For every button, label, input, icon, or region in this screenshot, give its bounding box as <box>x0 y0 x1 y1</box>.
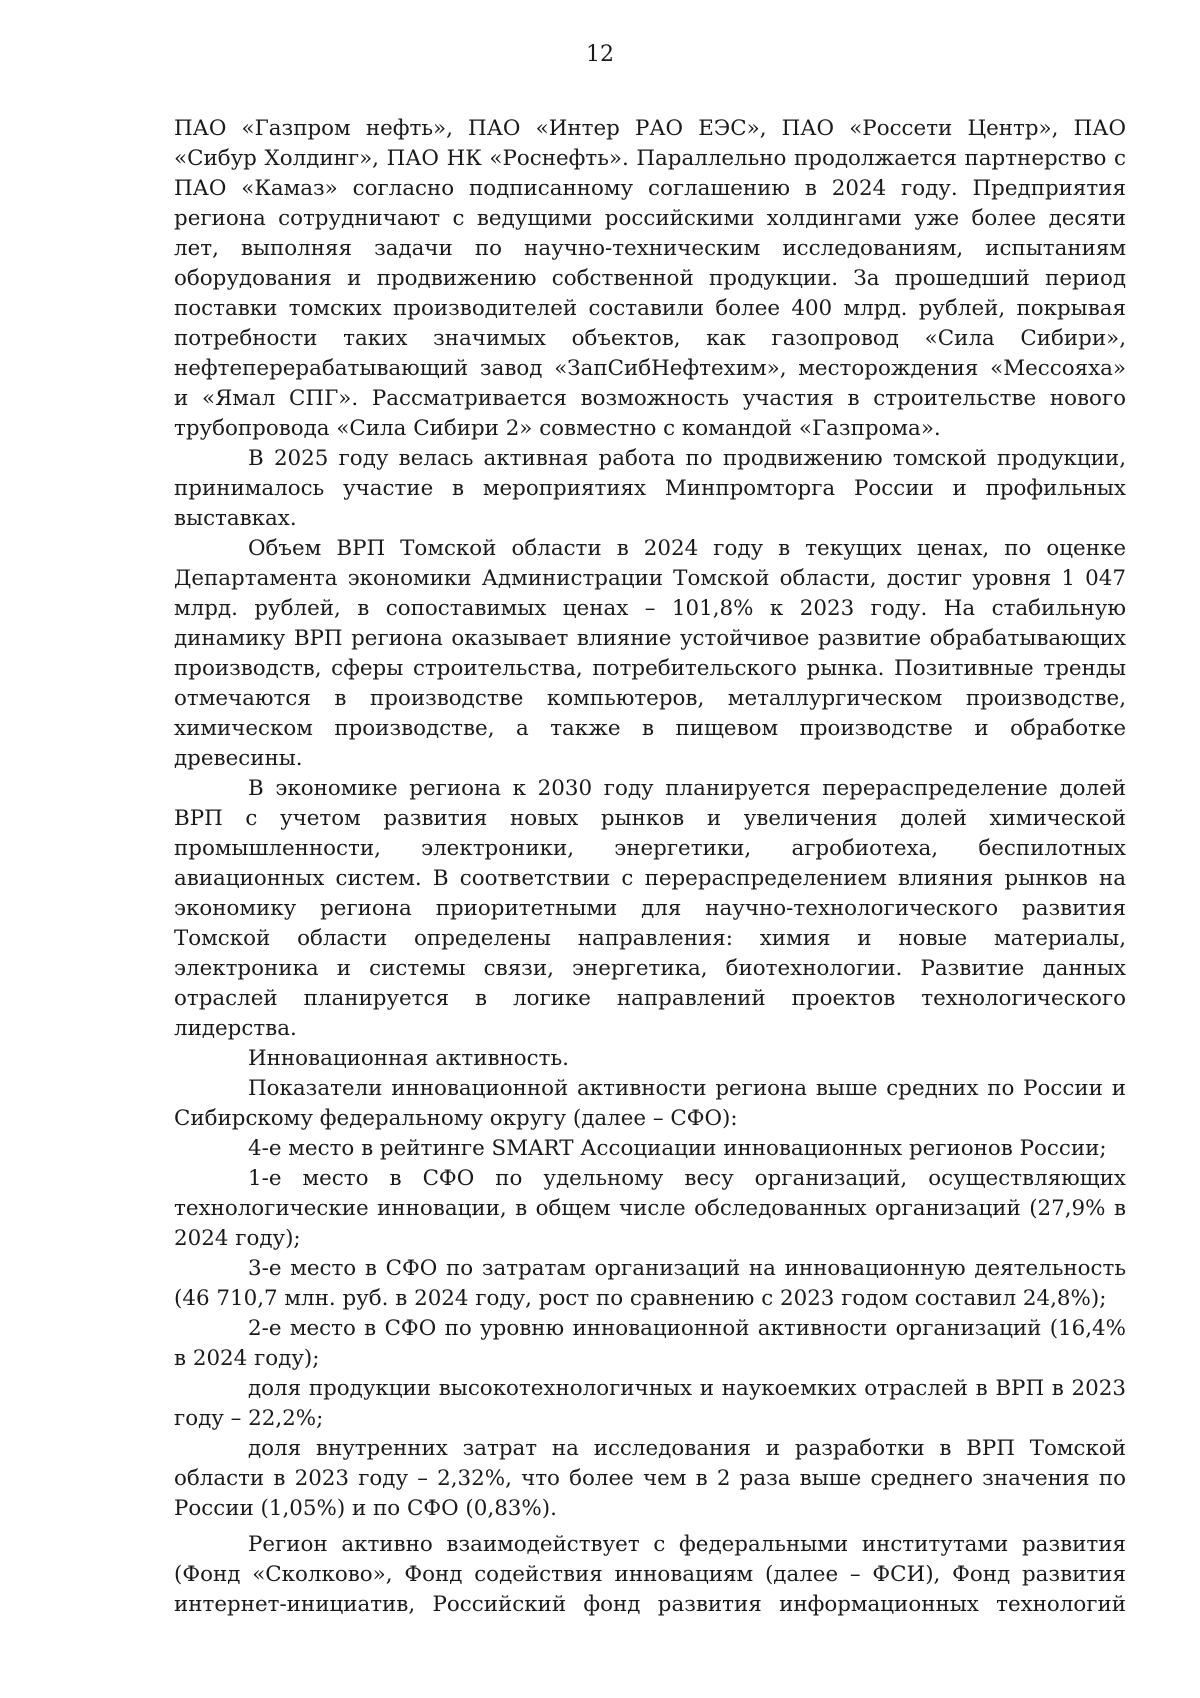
document-body <box>174 114 1126 1620</box>
list-item-smart-rating: 4-е место в рейтинге SMART Ассоциации инновационных регионов России; <box>248 1136 1107 1161</box>
paragraph-promotion-2025: В 2025 году велась активная работа по продвижению томской продукции, принималось участие в мероприятиях Минпромторга России и профильных выставках. <box>174 446 1126 531</box>
paragraph-innovation-indicators: Показатели инновационной активности региона выше средних по России и Сибирскому федеральному округу (далее – СФО): <box>174 1076 1126 1131</box>
list-item-sfo-first-place: 1-е место в СФО по удельному весу организаций, осуществляющих технологические инновации, в общем числе обследованных организаций (27,9% в 2024 году); <box>174 1166 1126 1251</box>
list-item-sfo-third-place: 3-е место в СФО по затратам организаций на инновационную деятельность (46 710,7 млн. руб. в 2024 году, рост по сравнению с 2023 годом составил 24,8%); <box>174 1256 1126 1311</box>
paragraph-innovation-heading: Инновационная активность. <box>248 1046 569 1071</box>
paragraph-development-institutes: Регион активно взаимодействует с федеральными институтами развития (Фонд «Сколково», Фонд содействия инновациям (далее – ФСИ), Фонд развития интернет-инициатив, Российский фонд развития информационных технологий <box>174 1532 1126 1617</box>
list-item-rnd-share: доля внутренних затрат на исследования и разработки в ВРП Томской области в 2023 году – 2,32%, что более чем в 2 раза выше среднего значения по России (1,05%) и по СФО (0,83%). <box>174 1436 1126 1521</box>
page-number: 12 <box>586 42 614 67</box>
list-item-sfo-second-place: 2-е место в СФО по уровню инновационной активности организаций (16,4% в 2024 году); <box>174 1316 1126 1371</box>
paragraph-partners: ПАО «Газпром нефть», ПАО «Интер РАО ЕЭС», ПАО «Россети Центр», ПАО «Сибур Холдинг», ПАО НК «Роснефть». Параллельно продолжается партнерство с ПАО «Камаз» согласно подписанному соглашению в 2024 году. Предприятия региона сотрудничают с ведущими российскими холдингами уже более десяти лет, выполняя задачи по научно-техническим исследованиям, испытаниям оборудования и продвижению собственной продукции. За прошедший период поставки томских производителей составили более 400 млрд. рублей, покрывая потребности таких значимых объектов, как газопровод «Сила Сибири», нефтеперерабатывающий завод «ЗапСибНефтехим», месторождения «Мессояха» и «Ямал СПГ». Рассматривается возможность участия в строительстве нового трубопровода «Сила Сибири 2» совместно с командой «Газпрома». <box>174 116 1126 441</box>
paragraph-grp-2024: Объем ВРП Томской области в 2024 году в текущих ценах, по оценке Департамента экономики Администрации Томской области, достиг уровня 1 047 млрд. рублей, в сопоставимых ценах – 101,8% к 2023 году. На стабильную динамику ВРП региона оказывает влияние устойчивое развитие обрабатывающих производств, сферы строительства, потребительского рынка. Позитивные тренды отмечаются в производстве компьютеров, металлургическом производстве, химическом производстве, а также в пищевом производстве и обработке древесины. <box>174 536 1126 771</box>
list-item-hightech-share: доля продукции высокотехнологичных и наукоемких отраслей в ВРП в 2023 году – 22,2%; <box>174 1376 1126 1431</box>
paragraph-economy-2030: В экономике региона к 2030 году планируется перераспределение долей ВРП с учетом развития новых рынков и увеличения долей химической промышленности, электроники, энергетики, агробиотеха, беспилотных авиационных систем. В соответствии с перераспределением влияния рынков на экономику региона приоритетными для научно-технологического развития Томской области определены направления: химия и новые материалы, электроника и системы связи, энергетика, биотехнологии. Развитие данных отраслей планируется в логике направлений проектов технологического лидерства. <box>174 776 1126 1041</box>
